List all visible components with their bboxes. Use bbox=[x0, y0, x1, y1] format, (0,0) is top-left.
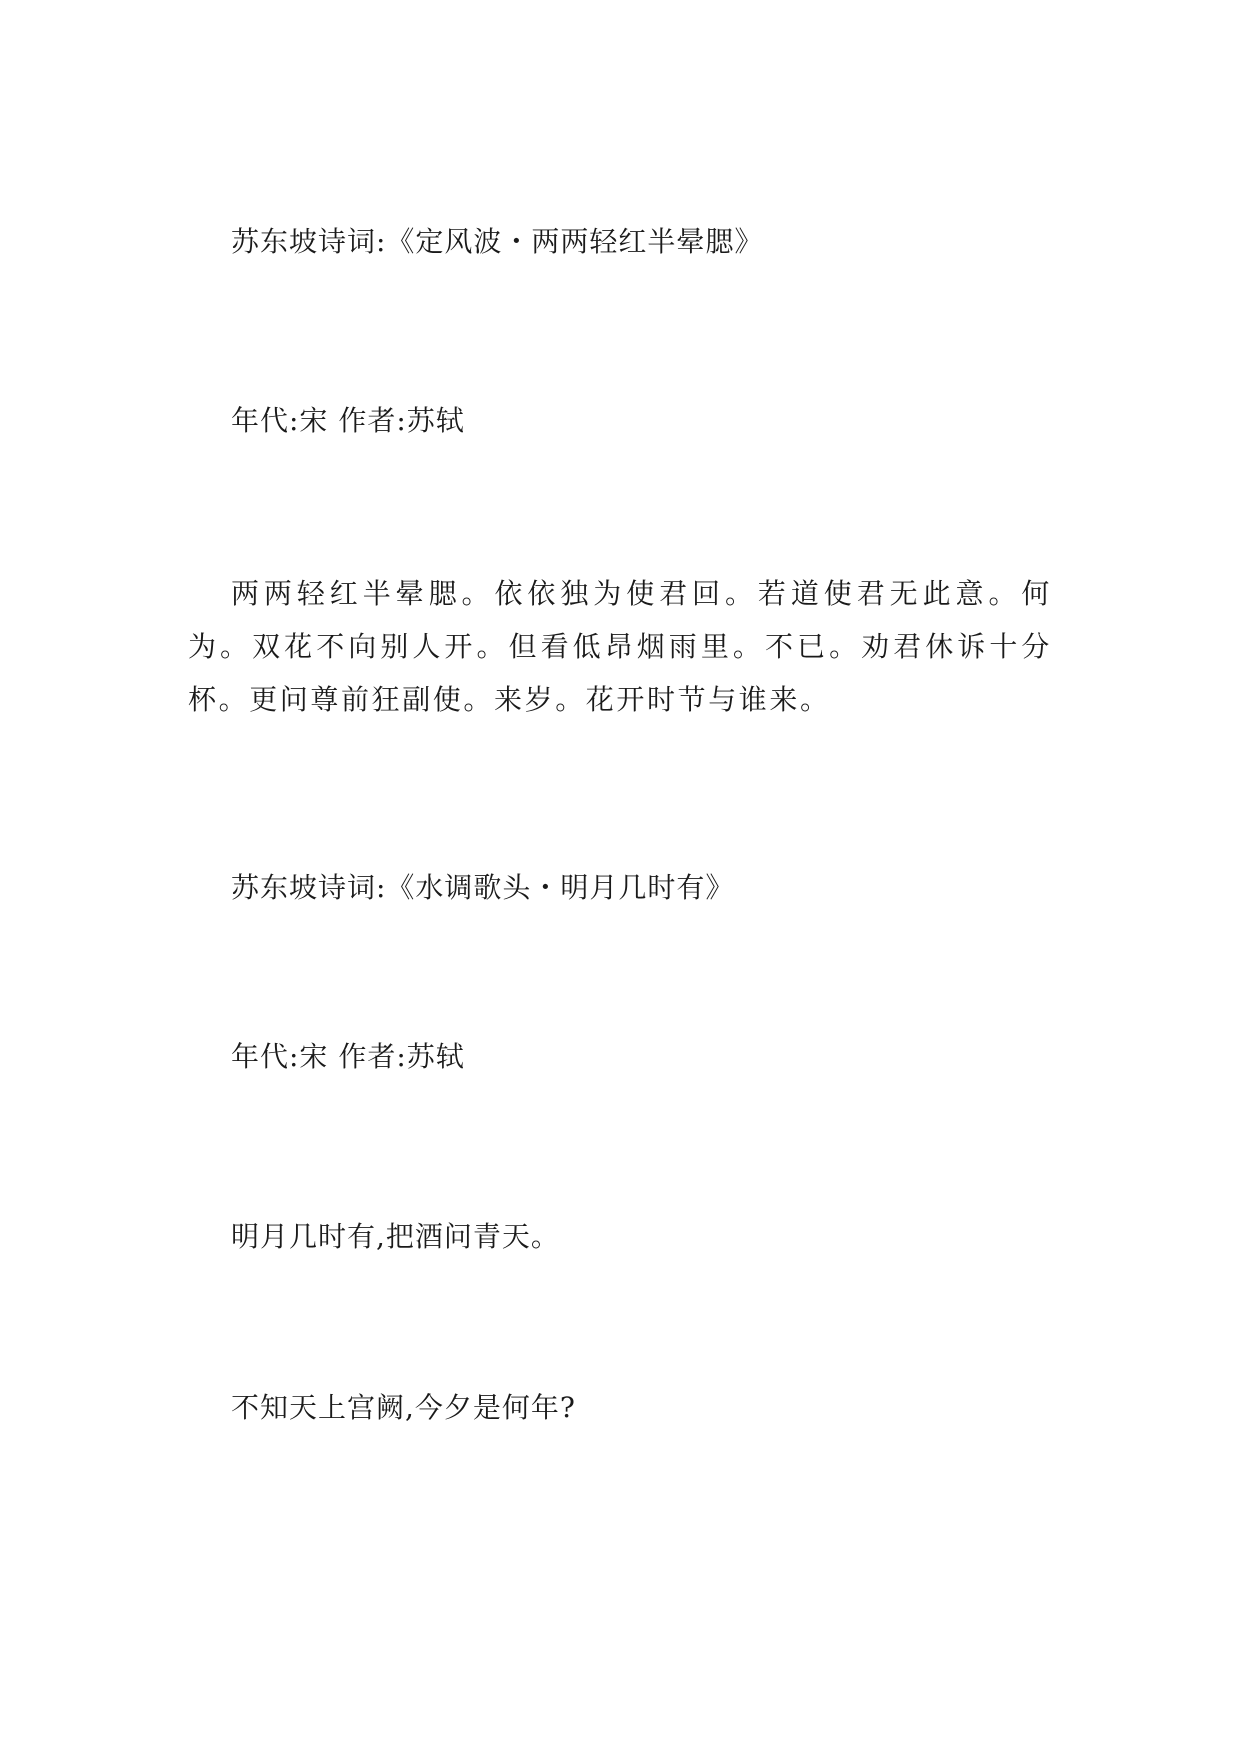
poem1-body: 两两轻红半晕腮。依依独为使君回。若道使君无此意。何为。双花不向别人开。但看低昂烟雨里。不已。劝君休诉十分杯。更问尊前狂副使。来岁。花开时节与谁来。 bbox=[188, 577, 1052, 716]
poem1-heading: 苏东坡诗词:《定风波・两两轻红半晕腮》 bbox=[231, 225, 764, 258]
poem2-line-1: 明月几时有,把酒问青天。 bbox=[231, 1220, 560, 1253]
poem2-meta: 年代:宋 作者:苏轼 bbox=[231, 1040, 465, 1073]
poem1-meta: 年代:宋 作者:苏轼 bbox=[231, 404, 465, 437]
poem2-line-2: 不知天上宫阙,今夕是何年? bbox=[231, 1391, 576, 1424]
poem2-heading: 苏东坡诗词:《水调歌头・明月几时有》 bbox=[231, 871, 735, 904]
